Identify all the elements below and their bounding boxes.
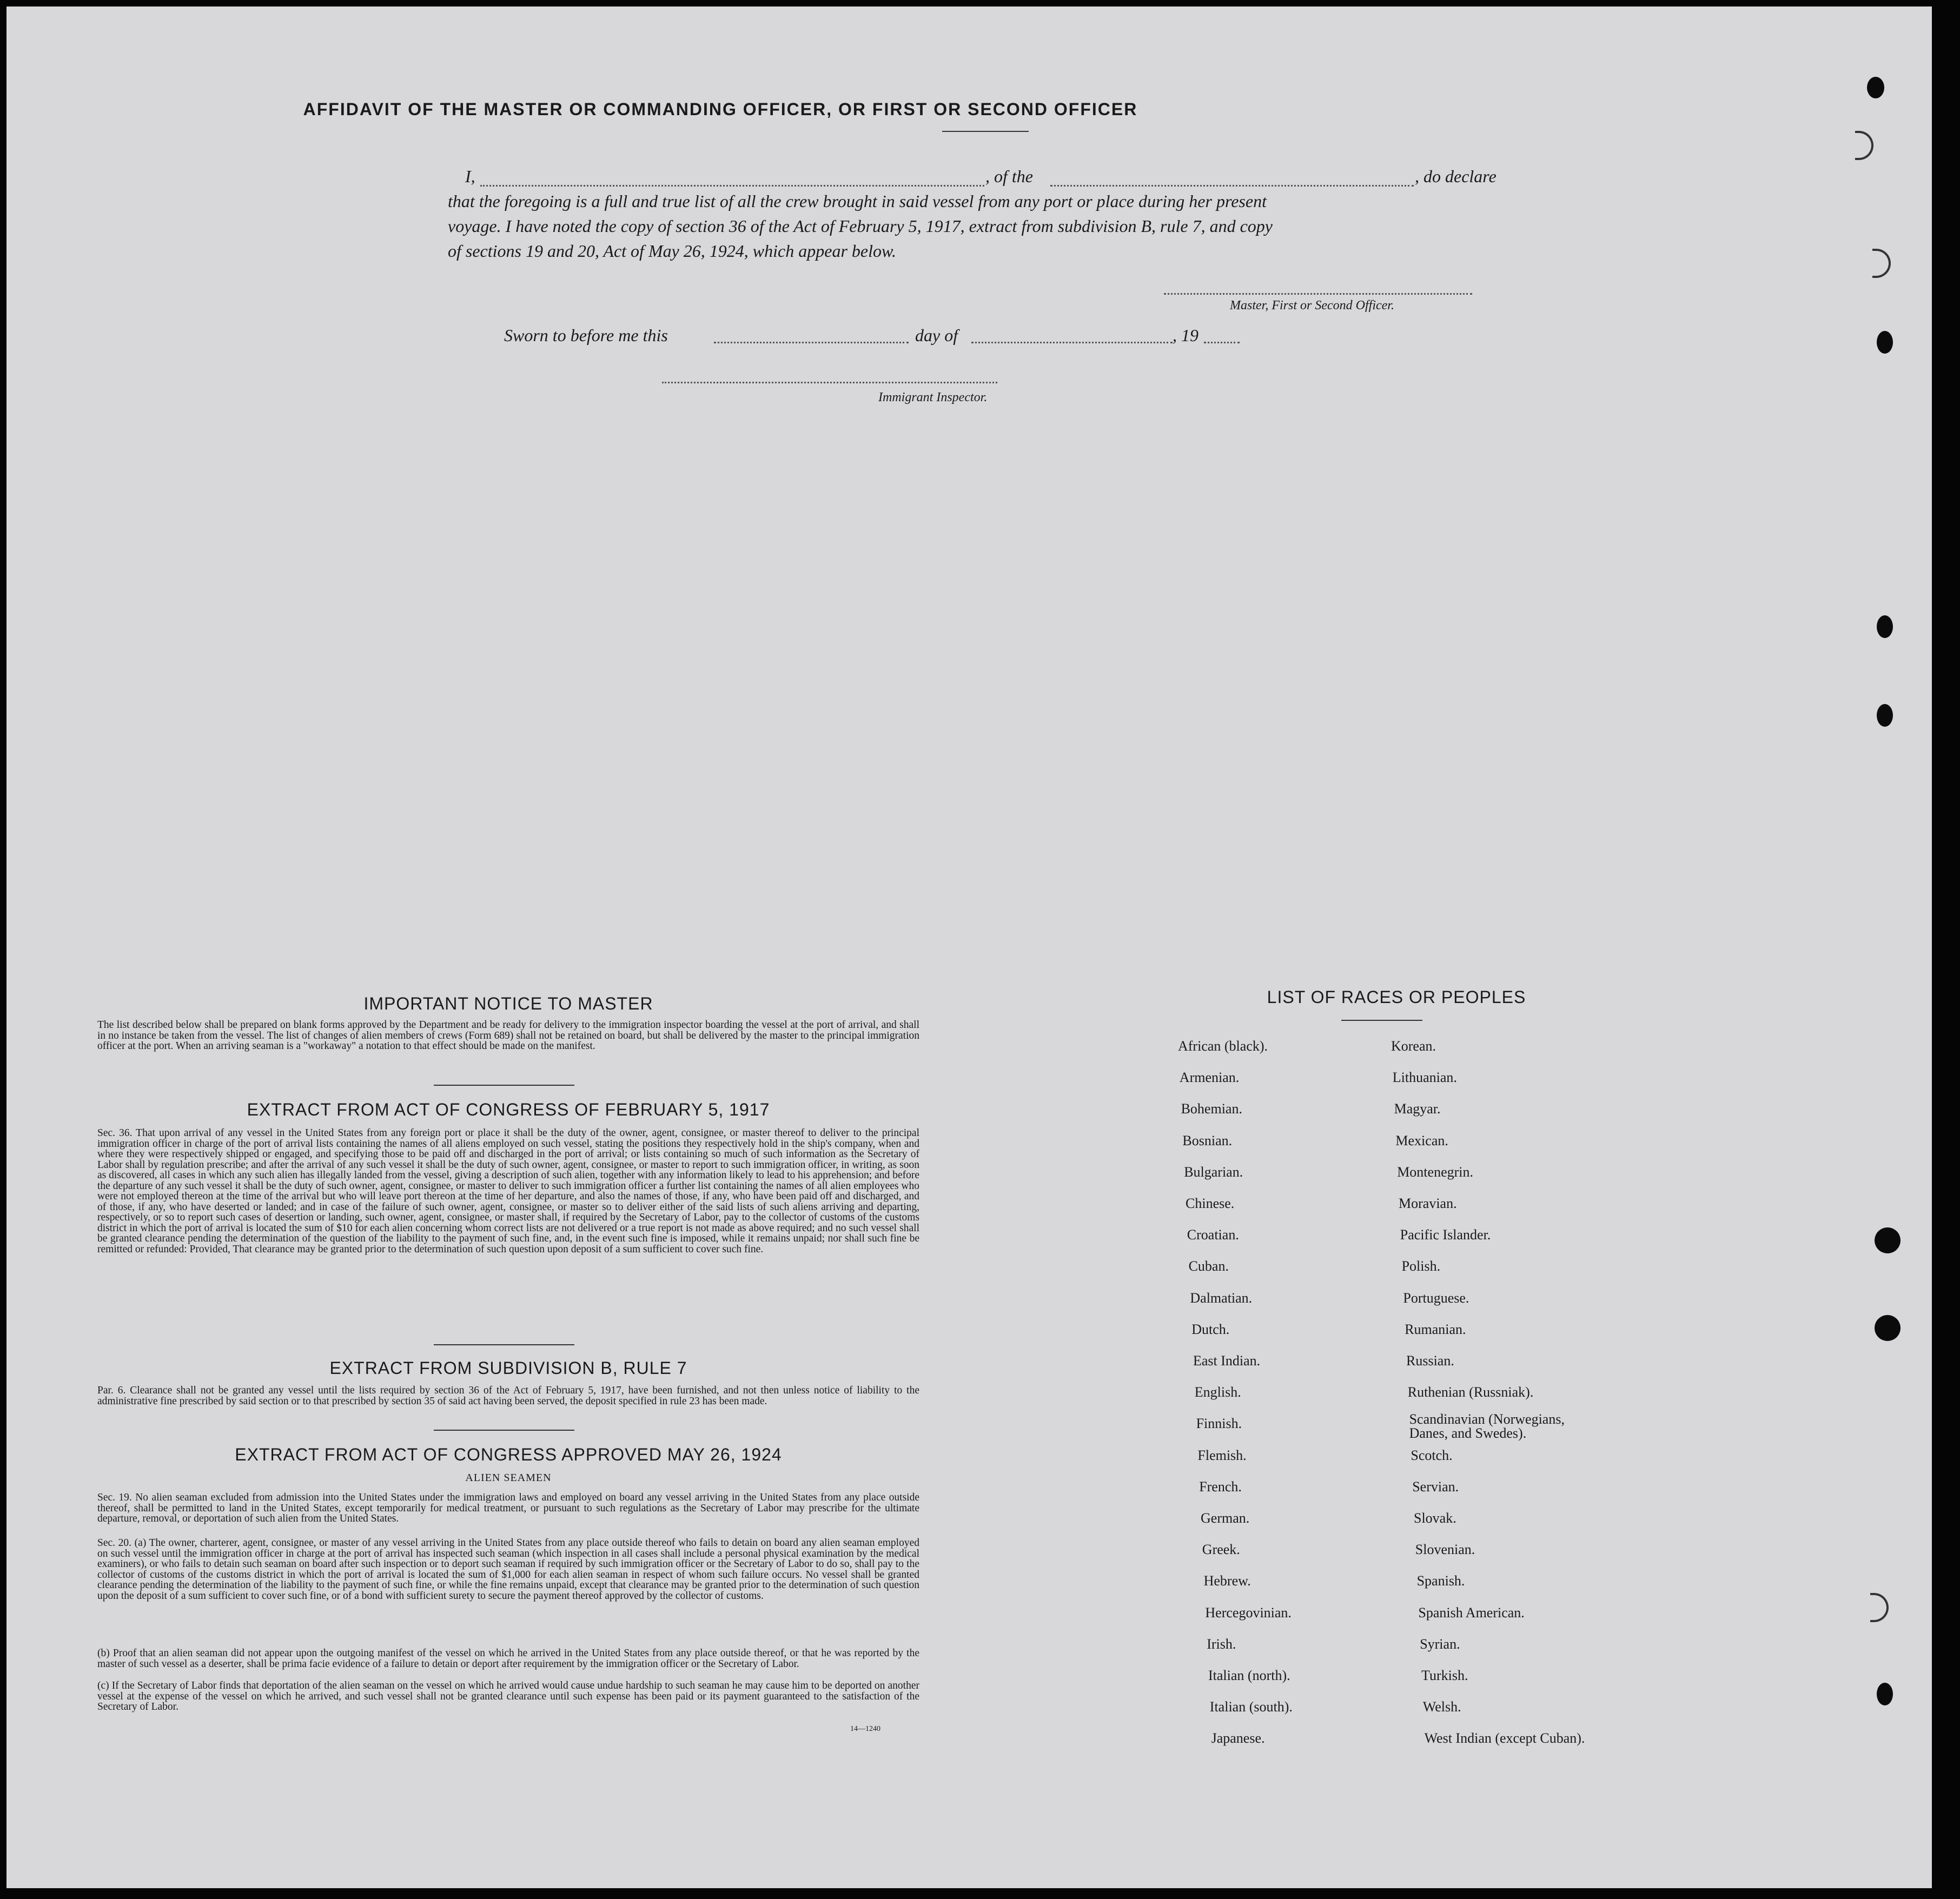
race-item: Greek.: [1202, 1542, 1240, 1558]
extract-1924-sec20b: (b) Proof that an alien seaman did not appear upon the outgoing manifest of the vessel on which he arrived in the United States from any place outside thereof, or that he was reported by the master of such vessel as a deserter, shall be prima facie evidence of a failure to detain or deport after requirement by the immigration officer or the Secretary of Labor.: [97, 1648, 919, 1670]
race-item: Bosnian.: [1182, 1132, 1233, 1148]
extract-1924-title: EXTRACT FROM ACT OF CONGRESS APPROVED MAY 26, 1924: [235, 1445, 782, 1464]
race-item: Pacific Islander.: [1400, 1227, 1491, 1243]
affidavit-title: AFFIDAVIT OF THE MASTER OR COMMANDING OFFICER, OR FIRST OR SECOND OFFICER: [303, 99, 1138, 119]
race-item: Cuban.: [1188, 1258, 1229, 1274]
extract-1917-body: Sec. 36. That upon arrival of any vessel in the United States from any foreign port or place it shall be the duty of the owner, agent, consignee, or master thereof to deliver to the principal immigration officer in charge of the port of arrival lists containing the names of all aliens employed on such vessel, stating the positions they respectively hold in the ship's company, when and where they were respectively shipped or engaged, and specifying those to be paid off and discharged in the port of arrival; or lists containing so much of such information as the Secretary of Labor shall by regulation prescribe; and after the arrival of any such vessel it shall be the duty of such owner, agent, consignee, or master to report to such immigration officer, in writing, as soon as discovered, all cases in which any such alien has illegally landed from the vessel, giving a description of such alien, together with any information likely to lead to his apprehension; and before the departure of any such vessel it shall be the duty of such owner, agent, consignee, or master to deliver to such immigration officer a further list containing the names of all alien employees who were not employed thereon at the time of the arrival but who will leave port thereon at the time of her departure, and also the names of those, if any, who have been paid off and discharged, and of those, if any, who have deserted or landed; and in case of the failure of such owner, agent, consignee, or master so to deliver either of the said lists of such aliens arriving and departing, respectively, or so to report such cases of desertion or landing, such owner, agent, consignee, or master shall, if required by the Secretary of Labor, pay to the collector of customs of the customs district in which the port of arrival is located the sum of $10 for each alien concerning whom correct lists are not delivered or a true report is not made as above required; and no such vessel shall be granted clearance pending the determination of the question of the liability to the payment of such fine, and, in the event such fine is imposed, while it remains unpaid; nor shall such fine be remitted or refunded: Provided, That clearance may be granted prior to the determination of such question upon deposit of a sum sufficient to cover such fine.: [97, 1127, 919, 1255]
race-item: Hebrew.: [1203, 1573, 1251, 1589]
race-item: Dalmatian.: [1190, 1290, 1253, 1306]
race-item: Rumanian.: [1405, 1321, 1466, 1337]
race-item: Italian (south).: [1209, 1699, 1293, 1715]
race-item: Chinese.: [1186, 1196, 1235, 1211]
race-item: Hercegovinian.: [1205, 1604, 1292, 1621]
race-item: East Indian.: [1193, 1353, 1261, 1369]
race-item: West Indian (except Cuban).: [1424, 1730, 1585, 1747]
race-item: Russian.: [1406, 1353, 1454, 1369]
race-item: Ruthenian (Russniak).: [1407, 1384, 1534, 1400]
race-item: Italian (north).: [1208, 1668, 1290, 1683]
notice-body: The list described below shall be prepared on blank forms approved by the Department and be ready for delivery to the immigration inspector boarding the vessel at the port of arrival, and shall in no instance be taken from the vessel. The list of changes of alien members of crews (Form 689) shall not be retained on board, but shall be delivered by the master to the principal immigration officer at the port. When an arriving seaman is a "workaway" a notation to that effect should be made on the manifest.: [97, 1019, 919, 1052]
race-item: Bulgarian.: [1184, 1164, 1243, 1180]
section-divider: [434, 1085, 574, 1086]
race-item: Slovak.: [1414, 1510, 1456, 1526]
races-divider: [1341, 1020, 1422, 1021]
binder-hole-icon: [1870, 1593, 1889, 1622]
race-item: Moravian.: [1399, 1196, 1457, 1211]
race-item: French.: [1199, 1478, 1242, 1495]
day-of-label: day of: [915, 326, 958, 345]
master-signature-field[interactable]: [1164, 293, 1472, 295]
title-divider: [942, 131, 1029, 132]
year-label: , 19: [1173, 326, 1198, 345]
extract-1924-sec19: Sec. 19. No alien seaman excluded from admission into the United States under the immigration laws and employed on board any vessel arriving in the United States from any place outside thereof, shall be permitted to land in the United States, except temporarily for medical treatment, or pursuant to such regulations as the Secretary of Labor may prescribe for the ultimate departure, removal, or deportation of such alien from the United States.: [97, 1492, 919, 1524]
vessel-field[interactable]: [1050, 185, 1414, 187]
sworn-month-field[interactable]: [971, 342, 1173, 343]
race-item: Polish.: [1401, 1258, 1441, 1274]
race-item: Welsh.: [1422, 1699, 1461, 1715]
affiant-label: I,: [465, 167, 475, 186]
binder-hole-icon: [1877, 615, 1893, 638]
race-item: Portuguese.: [1403, 1290, 1469, 1306]
race-item: Slovenian.: [1415, 1542, 1475, 1558]
notice-title: IMPORTANT NOTICE TO MASTER: [363, 994, 653, 1013]
race-item: Lithuanian.: [1392, 1070, 1457, 1086]
binder-hole-icon: [1877, 704, 1893, 727]
race-item: Montenegrin.: [1397, 1164, 1473, 1180]
race-item: African (black).: [1178, 1038, 1268, 1054]
section-divider: [434, 1430, 574, 1431]
section-divider: [434, 1344, 574, 1345]
extract-1917-title: EXTRACT FROM ACT OF CONGRESS OF FEBRUARY 5, 1917: [247, 1100, 770, 1119]
race-item: Korean.: [1391, 1038, 1436, 1054]
race-item: Croatian.: [1187, 1227, 1239, 1243]
race-item: Spanish.: [1416, 1573, 1465, 1589]
binder-hole-icon: [1872, 249, 1891, 278]
affiant-name-field[interactable]: [480, 185, 984, 187]
binder-hole-icon: [1877, 331, 1893, 354]
sworn-label: Sworn to before me this: [504, 326, 668, 345]
race-item: Finnish.: [1196, 1416, 1242, 1432]
race-item: Mexican.: [1395, 1132, 1448, 1148]
race-item: German.: [1201, 1510, 1250, 1526]
of-the-label: , of the: [985, 167, 1033, 186]
race-item: Japanese.: [1211, 1730, 1265, 1747]
declaration-line: of sections 19 and 20, Act of May 26, 1924, which appear below.: [448, 241, 896, 261]
race-item: Spanish American.: [1418, 1604, 1525, 1621]
extract-rule7-body: Par. 6. Clearance shall not be granted any vessel until the lists required by section 36 of the Act of February 5, 1917, have been furnished, and not then unless notice of liability to the administrative fine prescribed by said section or to that prescribed by section 35 of said act having been served, the deposit specified in rule 23 has been made.: [97, 1385, 919, 1407]
declaration-line: that the foregoing is a full and true list of all the crew brought in said vessel from any port or place during her present: [448, 191, 1267, 211]
race-item: Turkish.: [1421, 1668, 1468, 1683]
race-item: Flemish.: [1197, 1447, 1247, 1463]
race-item: Servian.: [1412, 1478, 1459, 1495]
race-item: Armenian.: [1179, 1070, 1240, 1086]
inspector-signature-field[interactable]: [662, 382, 997, 383]
document-page: [6, 6, 1932, 1888]
declaration-line: voyage. I have noted the copy of section 36 of the Act of February 5, 1917, extract from subdivision B, rule 7, and copy: [448, 216, 1273, 236]
races-title: LIST OF RACES OR PEOPLES: [1267, 987, 1526, 1007]
race-item: English.: [1194, 1384, 1241, 1400]
race-item: Magyar.: [1394, 1101, 1441, 1117]
binder-hole-icon: [1855, 131, 1873, 160]
race-item: Bohemian.: [1181, 1101, 1242, 1117]
race-item: Syrian.: [1420, 1636, 1460, 1652]
binder-hole-icon: [1875, 1315, 1901, 1341]
binder-hole-icon: [1875, 1227, 1901, 1253]
race-item: Scotch.: [1411, 1447, 1453, 1463]
binder-hole-icon: [1877, 1683, 1893, 1705]
extract-1924-sec20a: Sec. 20. (a) The owner, charterer, agent, consignee, or master of any vessel arriving in the United States from any place outside thereof who fails to detain on board any alien seaman employed on such vessel until the immigration officer in charge at the port of arrival has inspected such seaman (which inspection in all cases shall include a personal physical examination by the medical examiners), or who fails to detain such seaman on board after such inspection or to deport such seaman if required by such immigration officer or the Secretary of Labor to do so, shall pay to the collector of customs of the customs district in which the port of arrival is located the sum of $1,000 for each alien seaman in respect of whom such failure occurs. No vessel shall be granted clearance pending the determination of the liability to the payment of such fine, or while the fine remains unpaid, except that clearance may be granted prior to the determination of such question upon the deposit of a sum sufficient to cover such fine, or of a bond with sufficient surety to secure the payment thereof approved by the collector of customs.: [97, 1537, 919, 1602]
do-declare-label: , do declare: [1415, 167, 1497, 186]
master-signature-label: Master, First or Second Officer.: [1230, 298, 1394, 313]
race-item: Scandinavian (Norwegians, Danes, and Swedes).: [1409, 1411, 1565, 1442]
extract-1924-subtitle: ALIEN SEAMEN: [465, 1472, 552, 1484]
extract-rule7-title: EXTRACT FROM SUBDIVISION B, RULE 7: [329, 1358, 687, 1378]
sworn-year-field[interactable]: [1204, 342, 1240, 343]
extract-1924-sec20c: (c) If the Secretary of Labor finds that deportation of the alien seaman on the vessel on which he arrived would cause undue hardship to such seaman he may cause him to be deported on another vessel at the expense of the vessel on which he arrived, and such vessel shall not be granted clearance until such expense has been paid or its payment guaranteed to the satisfaction of the Secretary of Labor.: [97, 1680, 919, 1712]
binder-hole-icon: [1867, 77, 1884, 98]
race-item: Irish.: [1207, 1636, 1236, 1652]
form-number: 14—1240: [850, 1725, 880, 1733]
sworn-day-field[interactable]: [714, 342, 909, 343]
inspector-label: Immigrant Inspector.: [878, 390, 988, 404]
race-item: Dutch.: [1191, 1321, 1230, 1337]
